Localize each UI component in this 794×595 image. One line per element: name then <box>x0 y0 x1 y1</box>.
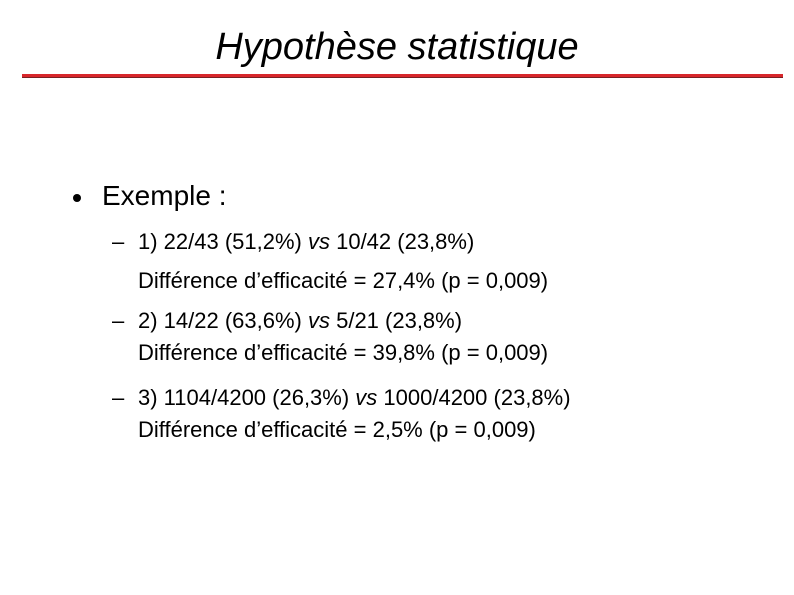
sub-item-lines <box>138 226 548 297</box>
difference-line: Différence d’efficacité = 27,4% (p = 0,009) <box>138 268 549 293</box>
comparison-vs: vs <box>355 385 378 410</box>
dash-icon: – <box>112 229 125 254</box>
bullet-text: Exemple : <box>102 180 227 211</box>
comparison-line <box>138 226 548 258</box>
comparison-right: 5/21 (23,8%) <box>329 308 463 333</box>
comparison-vs: vs <box>307 308 330 333</box>
comparison-right: 10/42 (23,8%) <box>329 229 475 254</box>
difference-line: Différence d’efficacité = 39,8% (p = 0,009) <box>138 340 549 365</box>
bullet-dot-icon <box>73 194 81 202</box>
difference-line: Différence d’efficacité = 2,5% (p = 0,009) <box>138 417 536 442</box>
sub-item-lines <box>138 305 548 369</box>
bullet-item <box>73 176 227 216</box>
comparison-line <box>138 305 548 337</box>
dash-icon: – <box>112 385 125 410</box>
comparison-left: 3) 1104/4200 (26,3%) <box>138 385 356 410</box>
comparison-left: 1) 22/43 (51,2%) <box>138 229 308 254</box>
comparison-line <box>138 382 571 414</box>
comparison-vs: vs <box>307 229 330 254</box>
title-underline <box>22 74 783 78</box>
slide-title: Hypothèse statistique <box>215 26 579 68</box>
dash-icon: – <box>112 308 125 333</box>
comparison-right: 1000/4200 (23,8%) <box>377 385 571 410</box>
comparison-left: 2) 14/22 (63,6%) <box>138 308 308 333</box>
sub-item-lines <box>138 382 571 446</box>
